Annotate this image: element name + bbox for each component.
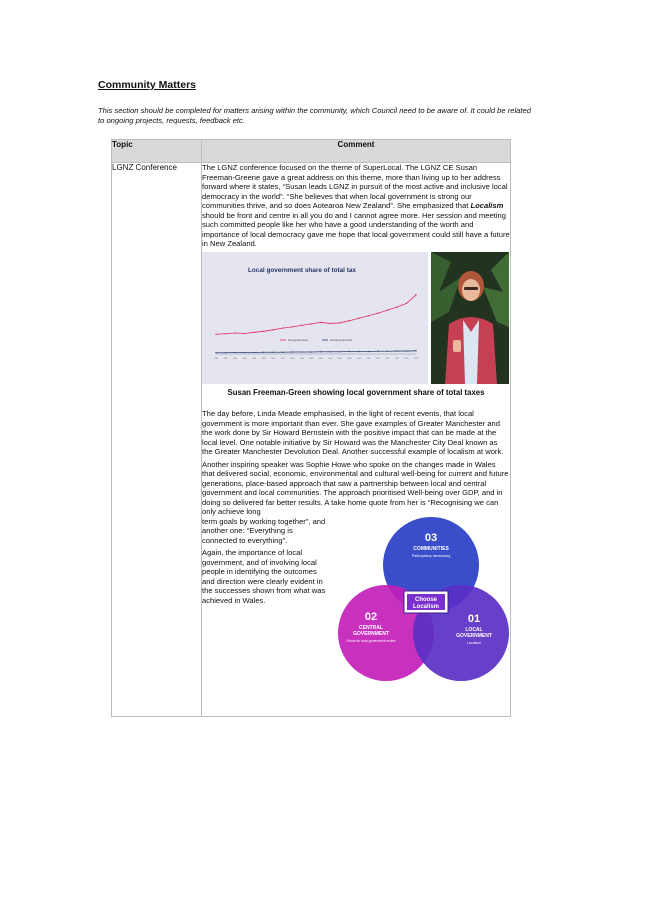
chart-x-tick: 2020 <box>404 357 409 360</box>
paragraph-wales: Again, the importance of local government, and of involving local people in identifying the outcomes and direction were clearly evident in the successes shown from what was achieved in Wales. <box>202 548 326 605</box>
paragraph-linda-meade: The day before, Linda Meade emphasised, in the light of recent events, that local government is more important than ever. She gave examples of Greater Manchester and the work done by Sir Howard Bernstein with the positive impact that can be made at the local level. One notable initiative by Sir Howard was the Manchester City Deal known as the Greater Manchester Devolution Deal. Another successful example of localism at work. <box>202 409 504 456</box>
chart-x-tick: 2014 <box>375 357 380 360</box>
chart-point <box>349 350 350 351</box>
chart-x-tick: 1988 <box>252 357 257 360</box>
chart-point <box>377 350 378 351</box>
paragraph-quote: term goals by working together”, and another one: “Everything is connected to everything”. <box>202 516 326 545</box>
chart-point <box>377 312 378 313</box>
venn-communities-label: COMMUNITIES <box>413 545 449 552</box>
venn-local-label: LOCAL <box>465 626 483 633</box>
venn-communities-sub: Participatory democracy <box>411 553 451 558</box>
chart-point <box>291 326 292 327</box>
paragraph-text: should be front and centre in all you do and I cannot agree more. Her session and meeting such committed people like her who have a good understanding of the worth and importance of local democracy gave me hope that local government could still have a future in New Zealand. <box>202 210 510 248</box>
chart-point <box>301 351 302 352</box>
tax-share-chart <box>202 252 428 384</box>
section-intro: This section should be completed for matters arising within the community, which Council need to be aware of. It could be related to ongoing projects, requests, feedback etc. <box>98 106 531 125</box>
chart-point <box>244 351 245 352</box>
chart-x-tick: 2000 <box>309 357 314 360</box>
emphasis-localism: Localism <box>470 201 504 210</box>
chart-point <box>358 350 359 351</box>
speaker-illustration-icon <box>431 252 509 384</box>
chart-point <box>320 321 321 322</box>
chart-point <box>253 331 254 332</box>
table-header-row <box>112 140 511 163</box>
chart-x-tick: 2012 <box>366 357 371 360</box>
paragraph-sophie-howe: Another inspiring speaker was Sophie Howe who spoke on the changes made in Wales that delivered social, economic, environmental and cultural well-being for current and future generations, place-based approach that saw a partnership between local and central government and local communities. The approach prioritised Well-being over GDP, and in doing so delivered far better results. A take home quote from her is “Recognising we can only achieve long <box>202 459 509 516</box>
chart-photo <box>202 252 428 384</box>
chart-point <box>244 332 245 333</box>
chart-point <box>406 350 407 351</box>
comment-header: Comment <box>202 140 511 163</box>
chart-point <box>330 322 331 323</box>
chart-point <box>339 322 340 323</box>
speaker-photo <box>431 252 509 384</box>
venn-central-label2: GOVERNMENT <box>353 630 389 637</box>
chart-point <box>387 350 388 351</box>
chart-point <box>215 352 216 353</box>
venn-communities-number: 03 <box>424 531 438 544</box>
chart-x-tick: 2018 <box>394 357 399 360</box>
venn-central-sub: Future for local government review <box>346 638 396 643</box>
chart-point <box>272 351 273 352</box>
chart-x-tick: 2010 <box>356 357 361 360</box>
conference-figure <box>202 252 510 384</box>
chart-point <box>263 351 264 352</box>
topic-header: Topic <box>112 140 202 163</box>
chart-point <box>368 350 369 351</box>
venn-local-sub: Localism <box>466 640 482 645</box>
venn-side-text <box>202 517 327 606</box>
section-heading: Community Matters <box>98 79 197 91</box>
chart-point <box>339 351 340 352</box>
chart-x-tick: 1994 <box>280 357 285 360</box>
chart-point <box>282 351 283 352</box>
venn-central-label: CENTRAL <box>359 624 383 631</box>
chart-point <box>396 350 397 351</box>
chart-point <box>406 302 407 303</box>
chart-x-tick: 1984 <box>233 357 238 360</box>
chart-point <box>396 306 397 307</box>
chart-point <box>330 351 331 352</box>
chart-x-tick: 2004 <box>328 357 333 360</box>
chart-point <box>291 351 292 352</box>
chart-point <box>253 351 254 352</box>
community-matters-table <box>111 139 511 717</box>
chart-point <box>358 317 359 318</box>
chart-x-tick: 1996 <box>290 357 295 360</box>
badge-localism: Localism <box>412 603 440 610</box>
chart-x-tick: 1982 <box>223 357 228 360</box>
chart-x-tick: 2008 <box>347 357 352 360</box>
table-row <box>112 163 511 717</box>
chart-point <box>234 351 235 352</box>
chart-legend-label: central government <box>330 338 353 342</box>
chart-x-tick: 1980 <box>214 357 218 360</box>
chart-point <box>311 351 312 352</box>
paragraph-text: The LGNZ conference focused on the theme of SuperLocal. The LGNZ CE Susan Freeman-Greene gave a great address on this theme, more than living up to her address forward where it states, “Susan leads LGNZ in pursuit of the most active and inclusive local democracy in the world”. “She believes that when local government is strong our communities thrive, and so does Aotearoa New Zealand”. She emphasized that <box>202 163 508 210</box>
chart-legend-label: local government <box>288 338 308 342</box>
chart-point <box>368 315 369 316</box>
chart-point <box>225 333 226 334</box>
chart-point <box>311 323 312 324</box>
chart-x-tick: 2006 <box>337 357 342 360</box>
chart-point <box>263 330 264 331</box>
topic-cell: LGNZ Conference <box>112 163 202 717</box>
venn-local-label2: GOVERNMENT <box>456 632 492 639</box>
chart-x-tick: 2016 <box>385 357 390 360</box>
chart-point <box>225 352 226 353</box>
chart-x-tick: 2022 <box>414 357 418 360</box>
chart-x-tick: 1986 <box>242 357 247 360</box>
chart-point <box>415 350 416 351</box>
venn-local-number: 01 <box>467 612 481 625</box>
chart-point <box>215 333 216 334</box>
chart-point <box>272 329 273 330</box>
chart-point <box>349 320 350 321</box>
chart-point <box>320 351 321 352</box>
chart-point <box>301 324 302 325</box>
chart-x-tick: 1990 <box>261 357 266 360</box>
chart-point <box>415 294 416 295</box>
venn-section <box>202 517 510 679</box>
badge-choose: Choose <box>414 596 438 603</box>
chart-x-tick: 2002 <box>318 357 323 360</box>
venn-central-number: 02 <box>364 610 378 623</box>
chart-x-tick: 1998 <box>299 357 304 360</box>
chart-x-tick: 1992 <box>271 357 276 360</box>
chart-point <box>234 332 235 333</box>
chart-point <box>387 309 388 310</box>
paragraph-lgnz <box>202 163 510 249</box>
comment-cell <box>202 163 511 717</box>
choose-localism-venn <box>334 515 510 681</box>
figure-caption: Susan Freeman-Green showing local government share of total taxes <box>227 387 485 397</box>
chart-title: Local government share of total tax <box>248 266 356 274</box>
chart-point <box>282 327 283 328</box>
